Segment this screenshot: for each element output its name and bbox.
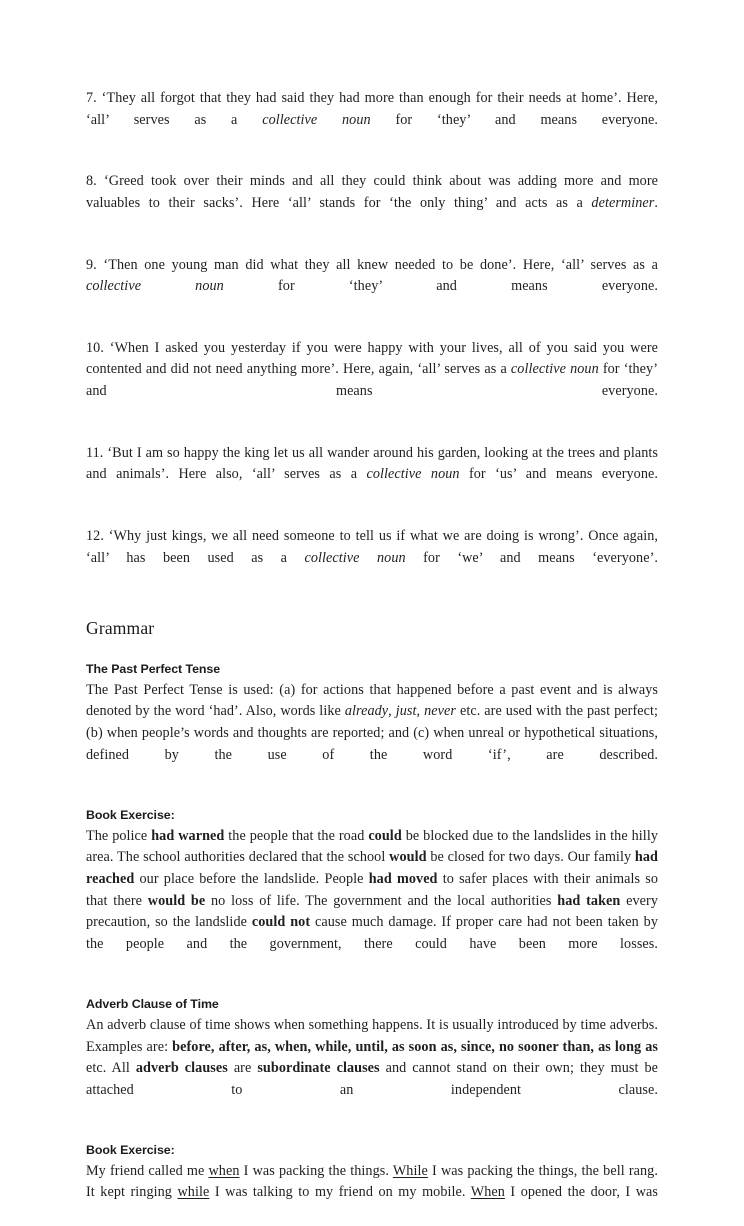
bold-term: adverb clauses — [135, 1060, 228, 1077]
text-run: 9. ‘Then one young man did what they all knew needed to be done’. Here, ‘all’ serves as a — [86, 256, 658, 273]
italic-term: collective noun — [304, 549, 406, 566]
page-content — [86, 88, 658, 1226]
past-perfect-tense-body — [86, 680, 658, 788]
text-run: An adverb clause of time shows when something happens. It is usually introduced by time adverbs. Examples are: — [86, 1016, 658, 1055]
bold-term: before, after, as, when, while, until, as soon as, since, no sooner than, as long as — [172, 1038, 658, 1055]
text-run: cause much damage. If proper care had not been taken by the people and the government, there could have been more losses. — [86, 914, 658, 952]
bold-term: had warned — [151, 827, 225, 844]
answer-paragraph-9 — [86, 255, 658, 320]
bold-term: had reached — [86, 849, 659, 887]
answer-paragraph-8 — [86, 171, 658, 236]
text-run: no loss of life. The government and the local authorities — [205, 892, 558, 909]
italic-term: collective noun — [86, 278, 224, 295]
text-run: the people that the road — [224, 827, 369, 844]
text-run: are — [227, 1060, 258, 1077]
bold-term: could — [368, 827, 402, 844]
adverb-clause-of-time-body — [86, 1015, 658, 1123]
grammar-section-heading: Grammar — [86, 617, 155, 638]
text-run: My friend called me — [86, 1162, 209, 1179]
italic-term: just — [395, 703, 417, 720]
text-run: be blocked due to the landslides in the hilly area. The school authorities declared that the school — [86, 827, 658, 866]
italic-term: already — [344, 703, 389, 720]
text-run: for ‘they’ and means everyone. — [86, 361, 659, 400]
adverb-clause-of-time-block — [86, 996, 658, 1123]
text-run: every precaution, so the landslide — [86, 892, 658, 931]
text-run: 8. ‘Greed took over their minds and all they could think about was adding more and more valuables to their sacks’. Here ‘all’ stands for ‘the only thing’ and acts as a — [86, 173, 658, 211]
book-exercise-adverb-clause-heading: Book Exercise: — [86, 1142, 175, 1157]
italic-term: collective noun — [366, 466, 460, 483]
text-run: I was talking to my friend on my mobile. — [209, 1184, 471, 1201]
bold-term: had taken — [557, 892, 621, 909]
underlined-term: while — [177, 1184, 210, 1201]
underlined-term: when — [208, 1162, 240, 1179]
underlined-term: When — [470, 1184, 505, 1201]
bold-term: would — [389, 849, 427, 866]
text-run: for ‘they’ and means everyone. — [370, 111, 658, 128]
past-perfect-tense-heading: The Past Perfect Tense — [86, 661, 221, 676]
past-perfect-tense-block — [86, 661, 658, 788]
text-run: , — [388, 703, 396, 720]
text-run: for ‘we’ and means ‘everyone’. — [405, 549, 658, 566]
text-run: etc. All — [86, 1060, 136, 1077]
bold-term: would be — [147, 892, 206, 909]
underlined-term: While — [392, 1162, 428, 1179]
text-run: etc. are used with the past perfect; (b) when people’s words and thoughts are reported; and (c) when unreal or hypothetical situations, defined by the use of the word ‘if’, are described. — [86, 703, 659, 763]
book-exercise-adverb-clause-body — [86, 1161, 658, 1226]
answer-paragraph-10 — [86, 338, 658, 424]
text-run: 10. ‘When I asked you yesterday if you were happy with your lives, all of you said you were contented and did not need anything more’. Here, again, ‘all’ serves as a — [86, 339, 658, 378]
text-run: for ‘us’ and means everyone. — [459, 466, 658, 483]
adverb-clause-of-time-heading: Adverb Clause of Time — [86, 996, 219, 1011]
italic-term: collective noun — [510, 361, 599, 378]
text-run: be closed for two days. Our family — [426, 849, 635, 866]
italic-term: determiner — [591, 194, 655, 211]
italic-term: collective noun — [262, 111, 371, 128]
text-run: I was packing the things, the bell rang. It kept ringing — [86, 1162, 658, 1201]
book-exercise-adverb-clause-block — [86, 1142, 658, 1226]
book-exercise-past-perfect-body — [86, 826, 658, 977]
answer-paragraph-12 — [86, 526, 658, 591]
text-run: 12. ‘Why just kings, we all need someone to tell us if what we are doing is wrong’. Once again, ‘all’ has been used as a — [86, 528, 658, 566]
book-exercise-past-perfect-heading: Book Exercise: — [86, 807, 175, 822]
bold-term: subordinate clauses — [257, 1060, 380, 1077]
italic-term: never — [424, 703, 457, 720]
text-run: The Past Perfect Tense is used: (a) for actions that happened before a past event and is always denoted by the word ‘had’. Also, words like — [86, 681, 658, 720]
answer-paragraph-11 — [86, 443, 658, 508]
text-run: for ‘they’ and means everyone. — [223, 278, 658, 295]
text-run: 7. ‘They all forgot that they had said they had more than enough for their needs at home’. Here, ‘all’ serves as a — [86, 90, 658, 128]
text-run: our place before the landslide. People — [134, 870, 369, 887]
text-run: . — [654, 194, 658, 211]
text-run: 11. ‘But I am so happy the king let us all wander around his garden, looking at the trees and plants and animals’. Here also, ‘all’ serves as a — [86, 444, 658, 483]
text-run: and cannot stand on their own; they must be attached to an independent clause. — [86, 1060, 658, 1098]
book-exercise-past-perfect-block — [86, 807, 658, 977]
text-run: to safer places with their animals so that there — [86, 870, 659, 909]
text-run: I was packing the things. — [239, 1162, 393, 1179]
bold-term: had moved — [368, 870, 438, 887]
text-run: The police — [86, 827, 152, 844]
answer-paragraph-7 — [86, 88, 658, 153]
text-run: I opened the door, I was — [504, 1184, 658, 1201]
bold-term: could not — [251, 914, 311, 931]
text-run: , — [416, 703, 425, 720]
